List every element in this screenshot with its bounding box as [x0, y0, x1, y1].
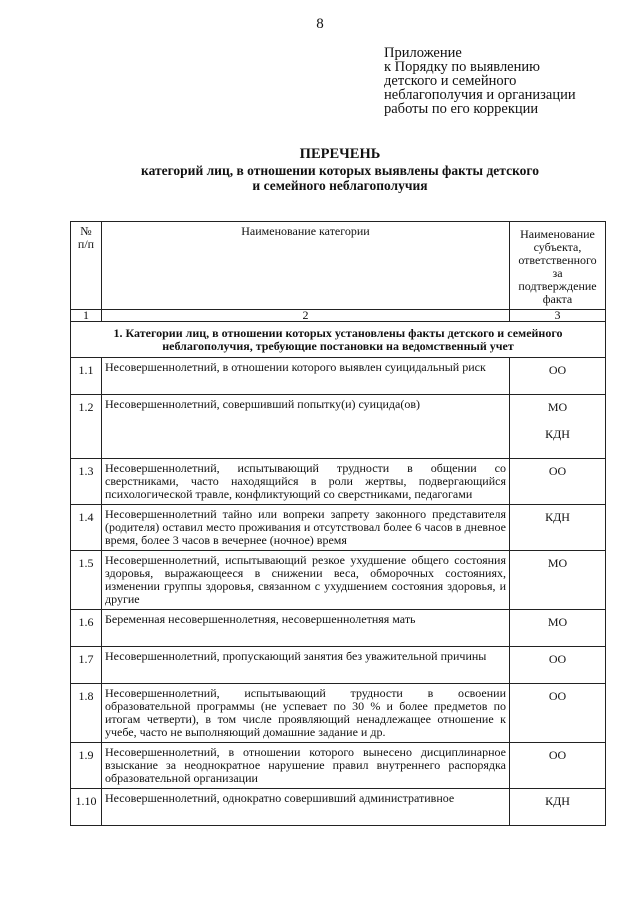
responsible-subject: ОО — [548, 652, 567, 666]
row-number: 1.7 — [71, 647, 102, 684]
responsible-subject-cell — [510, 459, 606, 505]
row-number: 1.4 — [71, 505, 102, 551]
responsible-subject-cell — [510, 551, 606, 610]
header-num: № п/п — [71, 222, 102, 310]
row-number: 1.5 — [71, 551, 102, 610]
responsible-subject: МО — [547, 400, 568, 414]
table-row — [71, 743, 606, 789]
category-description: Несовершеннолетний, однократно совершивший административное — [102, 789, 510, 826]
table-row — [71, 647, 606, 684]
responsible-subject: КДН — [545, 427, 570, 441]
table-row — [71, 358, 606, 395]
responsible-subject-cell — [510, 789, 606, 826]
subtitle-line: категорий лиц, в отношении которых выявлены факты детского — [141, 163, 539, 178]
responsible-subject-cell — [510, 395, 606, 459]
table-row — [71, 505, 606, 551]
row-number: 1.8 — [71, 684, 102, 743]
responsible-subject: ОО — [548, 363, 567, 377]
column-number-row — [71, 310, 606, 322]
table-row — [71, 551, 606, 610]
category-description: Несовершеннолетний, испытывающий трудности в освоении образовательной программы (не успевает по 30 % и более предметов по итогам четверти), в том числе проявляющий ненадлежащее отношение к учебе, часто не выполняющий домашние задание и др. — [102, 684, 510, 743]
table-row — [71, 395, 606, 459]
category-description: Несовершеннолетний, испытывающий резкое ухудшение общего состояния здоровья, выражающееся в снижении веса, обморочных состояниях, изменении группы здоровья, связанном с ухудшением состояния здоровья, и другие — [102, 551, 510, 610]
row-number: 1.9 — [71, 743, 102, 789]
responsible-subject: КДН — [545, 510, 570, 524]
header-subject: Наименование субъекта, ответственного за подтверждение факта — [510, 222, 606, 310]
row-number: 1.6 — [71, 610, 102, 647]
responsible-subject-cell — [510, 505, 606, 551]
responsible-subject: МО — [547, 615, 568, 629]
row-number: 1.10 — [71, 789, 102, 826]
appendix-line: детского и семейного — [384, 73, 517, 89]
table-header-row — [71, 222, 606, 310]
table-row — [71, 459, 606, 505]
column-number: 1 — [71, 310, 102, 322]
category-description: Беременная несовершеннолетняя, несовершеннолетняя мать — [102, 610, 510, 647]
document-title: ПЕРЕЧЕНЬ — [299, 146, 381, 162]
responsible-subject-cell — [510, 743, 606, 789]
appendix-line: Приложение — [384, 45, 462, 61]
subtitle-line: и семейного неблагополучия — [252, 178, 428, 193]
categories-table — [70, 221, 606, 826]
page-number: 8 — [316, 16, 324, 32]
table-row — [71, 610, 606, 647]
column-number: 2 — [102, 310, 510, 322]
appendix-line: неблагополучия и организации — [384, 87, 576, 103]
responsible-subject: ОО — [548, 748, 567, 762]
document-subtitle — [0, 163, 640, 193]
table-row — [71, 684, 606, 743]
category-description: Несовершеннолетний, совершивший попытку(и) суицида(ов) — [102, 395, 510, 459]
responsible-subject: КДН — [545, 794, 570, 808]
row-number: 1.2 — [71, 395, 102, 459]
category-description: Несовершеннолетний, пропускающий занятия без уважительной причины — [102, 647, 510, 684]
row-number: 1.1 — [71, 358, 102, 395]
category-description: Несовершеннолетний тайно или вопреки запрету законного представителя (родителя) оставил место проживания и отсутствовал более 6 часов в дневное время, более 3 часов в вечернее (ночное) время — [102, 505, 510, 551]
section-title: 1. Категории лиц, в отношении которых установлены факты детского и семейного неблагополучия, требующие постановки на ведомственный учет — [71, 322, 606, 358]
appendix-line: работы по его коррекции — [384, 101, 539, 117]
section-row — [71, 322, 606, 358]
header-category-name: Наименование категории — [102, 222, 510, 310]
responsible-subject-cell — [510, 358, 606, 395]
responsible-subject: МО — [547, 556, 568, 570]
responsible-subject-cell — [510, 610, 606, 647]
responsible-subject-cell — [510, 684, 606, 743]
responsible-subject: ОО — [548, 464, 567, 478]
category-description: Несовершеннолетний, в отношении которого выявлен суицидальный риск — [102, 358, 510, 395]
appendix-line: к Порядку по выявлению — [384, 59, 540, 75]
table-row — [71, 789, 606, 826]
appendix-note — [384, 46, 576, 116]
category-description: Несовершеннолетний, испытывающий трудности в общении со сверстниками, часто находящийся в роли жертвы, подвергающийся психологической травле, конфликтующий со сверстниками, педагогами — [102, 459, 510, 505]
responsible-subject: ОО — [548, 689, 567, 703]
column-number: 3 — [510, 310, 606, 322]
row-number: 1.3 — [71, 459, 102, 505]
category-description: Несовершеннолетний, в отношении которого вынесено дисциплинарное взыскание за неоднократное нарушение правил внутреннего распорядка образовательной организации — [102, 743, 510, 789]
responsible-subject-cell — [510, 647, 606, 684]
